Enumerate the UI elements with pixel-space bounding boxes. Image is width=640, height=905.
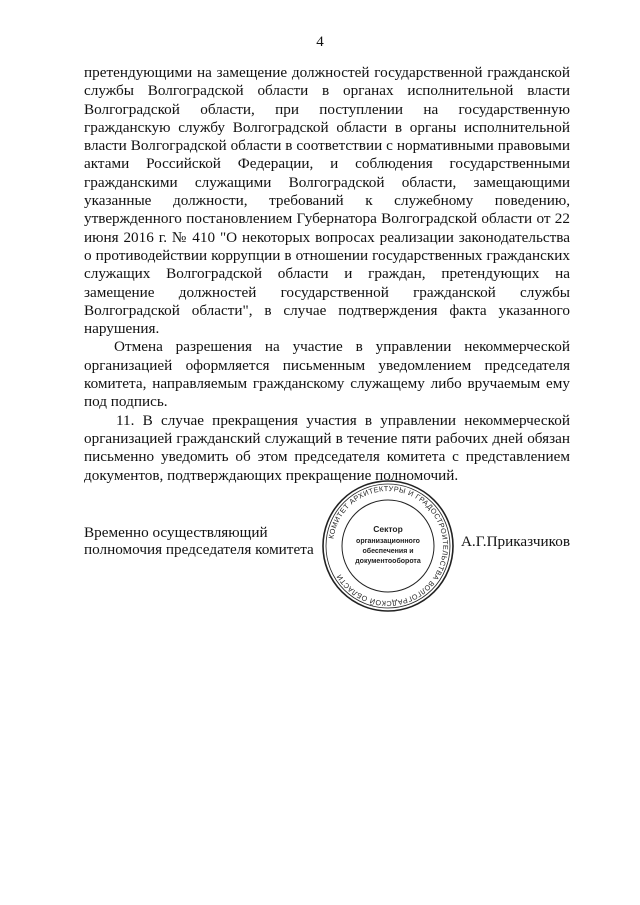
paragraph-revocation: Отмена разрешения на участие в управлении некоммерческой организацией оформляется письменным уведомлением председателя комитета, направляемым гражданскому служащему либо вручаемым ему под подпись. [84, 338, 570, 411]
signature-block [84, 483, 570, 644]
paragraph-item-11: 11. В случае прекращения участия в управлении некоммерческой организацией гражданский служащий в течение пяти рабочих дней обязан письменно уведомить об этом председателя комитета с представлением документов, подтверждающих прекращение полномочий. [84, 411, 570, 484]
seal-line-3: обеспечения и [362, 548, 414, 555]
signatory-position-line-1: Временно осуществляющий [84, 524, 268, 541]
signatory-position-line-2: полномочия председателя комитета [84, 541, 314, 558]
document-body [84, 64, 570, 485]
signatory-position [84, 524, 324, 558]
seal-ring-text: КОМИТЕТ АРХИТЕКТУРЫ И ГРАДОСТРОИТЕЛЬСТВА ВОЛГОГРАДСКОЙ ОБЛАСТИ [326, 483, 451, 609]
page-number: 4 [316, 34, 324, 50]
seal-line-2: организационного [356, 538, 420, 545]
signatory-name: А.Г.Приказчиков [460, 533, 570, 550]
svg-text:КОМИТЕТ АРХИТЕКТУРЫ И ГРАДОСТР [326, 484, 450, 608]
seal-line-1: Сектор [373, 524, 403, 534]
paragraph-continuation: претендующими на замещение должностей государственной гражданской службы Волгоградской области в органах исполнительной власти Волгоградской области, при поступлении на государственную гражданскую службу Волгоградской области в органы исполнительной власти Волгоградской области в соответствии с нормативными правовыми актами Российской Федерации, и соблюдения государственными гражданскими служащими Волгоградской области, замещающими указанные должности, требований к служебному поведению, утвержденного постановлением Губернатора Волгоградской области от 22 июня 2016 г. № 410 "О некоторых вопросах реализации законодательства о противодействии коррупции в отношении государственных гражданских служащих Волгоградской области и граждан, претендующих на замещение должностей государственной гражданской службы Волгоградской области", в случае подтверждения факта указанного нарушения. [84, 64, 570, 338]
seal-line-4: документооборота [355, 558, 421, 565]
official-seal [320, 478, 456, 614]
